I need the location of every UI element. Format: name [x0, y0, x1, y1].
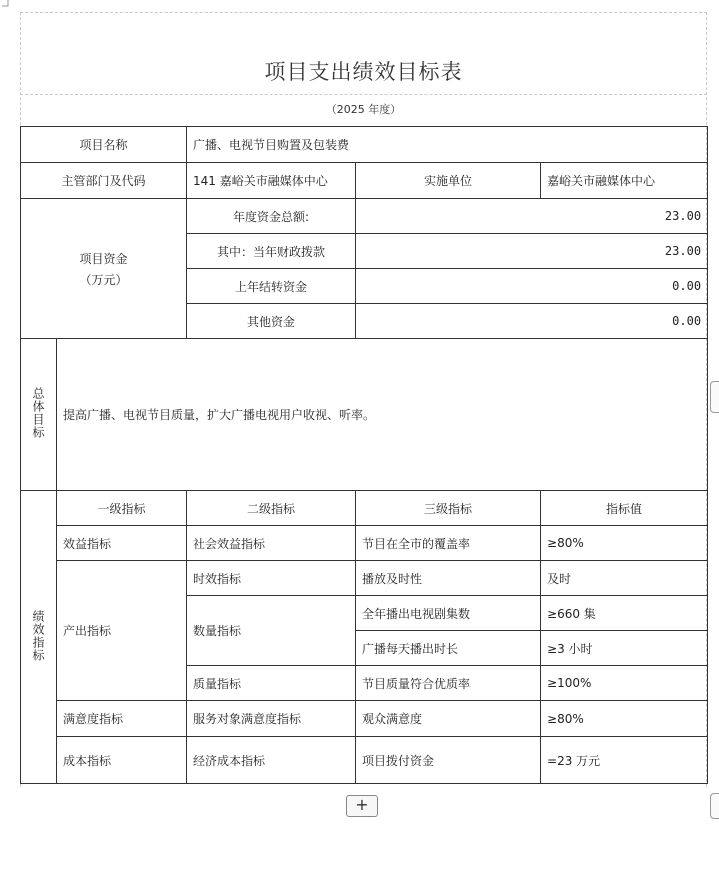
title-divider — [20, 94, 707, 95]
level1-cell[interactable]: 满意度指标 — [57, 701, 187, 737]
value-cell[interactable]: =23 万元 — [541, 737, 708, 784]
funds-row-value[interactable]: 0.00 — [356, 304, 708, 339]
performance-target-table — [20, 126, 708, 784]
level2-cell[interactable]: 数量指标 — [187, 596, 356, 666]
header-level3: 三级指标 — [356, 491, 541, 526]
level1-cell[interactable]: 产出指标 — [57, 561, 187, 701]
right-edge-handle[interactable] — [710, 381, 719, 413]
value-cell[interactable]: ≥3 小时 — [541, 631, 708, 666]
value-cell[interactable]: ≥660 集 — [541, 596, 708, 631]
corner-marker-icon — [2, 0, 10, 8]
value-cell[interactable]: ≥80% — [541, 701, 708, 737]
level1-cell[interactable]: 成本指标 — [57, 737, 187, 784]
level2-cell[interactable]: 经济成本指标 — [187, 737, 356, 784]
value-cell[interactable]: ≥100% — [541, 666, 708, 701]
level3-cell[interactable]: 节目在全市的覆盖率 — [356, 526, 541, 561]
right-edge-handle-bottom[interactable] — [710, 793, 719, 819]
overall-goal-label — [21, 339, 57, 491]
dept-value[interactable]: 141 嘉峪关市融媒体中心 — [187, 163, 356, 199]
page-title: 项目支出绩效目标表 — [264, 60, 463, 84]
header-level1: 一级指标 — [57, 491, 187, 526]
project-name-value[interactable]: 广播、电视节目购置及包装费 — [187, 127, 708, 163]
funds-row-label: 上年结转资金 — [187, 269, 356, 304]
impl-unit-label: 实施单位 — [356, 163, 541, 199]
level2-cell[interactable]: 质量指标 — [187, 666, 356, 701]
level3-cell[interactable]: 全年播出电视剧集数 — [356, 596, 541, 631]
funds-row-label: 其他资金 — [187, 304, 356, 339]
project-name-label: 项目名称 — [21, 127, 187, 163]
dept-label: 主管部门及代码 — [21, 163, 187, 199]
indicators-label — [21, 491, 57, 784]
header-level2: 二级指标 — [187, 491, 356, 526]
level3-cell[interactable]: 播放及时性 — [356, 561, 541, 596]
overall-goal-text[interactable]: 提高广播、电视节目质量，扩大广播电视用户收视、听率。 — [57, 339, 708, 491]
indicators-label-text: 绩效指标 — [31, 609, 45, 662]
level3-cell[interactable]: 项目拨付资金 — [356, 737, 541, 784]
add-row-button[interactable]: + — [346, 795, 378, 817]
value-cell[interactable]: 及时 — [541, 561, 708, 596]
value-cell[interactable]: ≥80% — [541, 526, 708, 561]
level2-cell[interactable]: 社会效益指标 — [187, 526, 356, 561]
funds-row-label: 年度资金总额: — [187, 199, 356, 234]
level3-cell[interactable]: 广播每天播出时长 — [356, 631, 541, 666]
funds-label — [21, 199, 187, 339]
funds-row-value[interactable]: 23.00 — [356, 234, 708, 269]
funds-label-line2: （万元） — [79, 272, 128, 287]
level3-cell[interactable]: 节目质量符合优质率 — [356, 666, 541, 701]
year-label: （2025 年度） — [325, 103, 402, 116]
funds-label-line1: 项目资金 — [79, 251, 128, 266]
overall-goal-label-text: 总体目标 — [31, 387, 45, 439]
level1-cell[interactable]: 效益指标 — [57, 526, 187, 561]
funds-row-label: 其中：当年财政拨款 — [187, 234, 356, 269]
level3-cell[interactable]: 观众满意度 — [356, 701, 541, 737]
page-guide-top — [20, 12, 707, 13]
impl-unit-value[interactable]: 嘉峪关市融媒体中心 — [541, 163, 708, 199]
level2-cell[interactable]: 服务对象满意度指标 — [187, 701, 356, 737]
level2-cell[interactable]: 时效指标 — [187, 561, 356, 596]
funds-row-value[interactable]: 0.00 — [356, 269, 708, 304]
funds-row-value[interactable]: 23.00 — [356, 199, 708, 234]
header-value: 指标值 — [541, 491, 708, 526]
